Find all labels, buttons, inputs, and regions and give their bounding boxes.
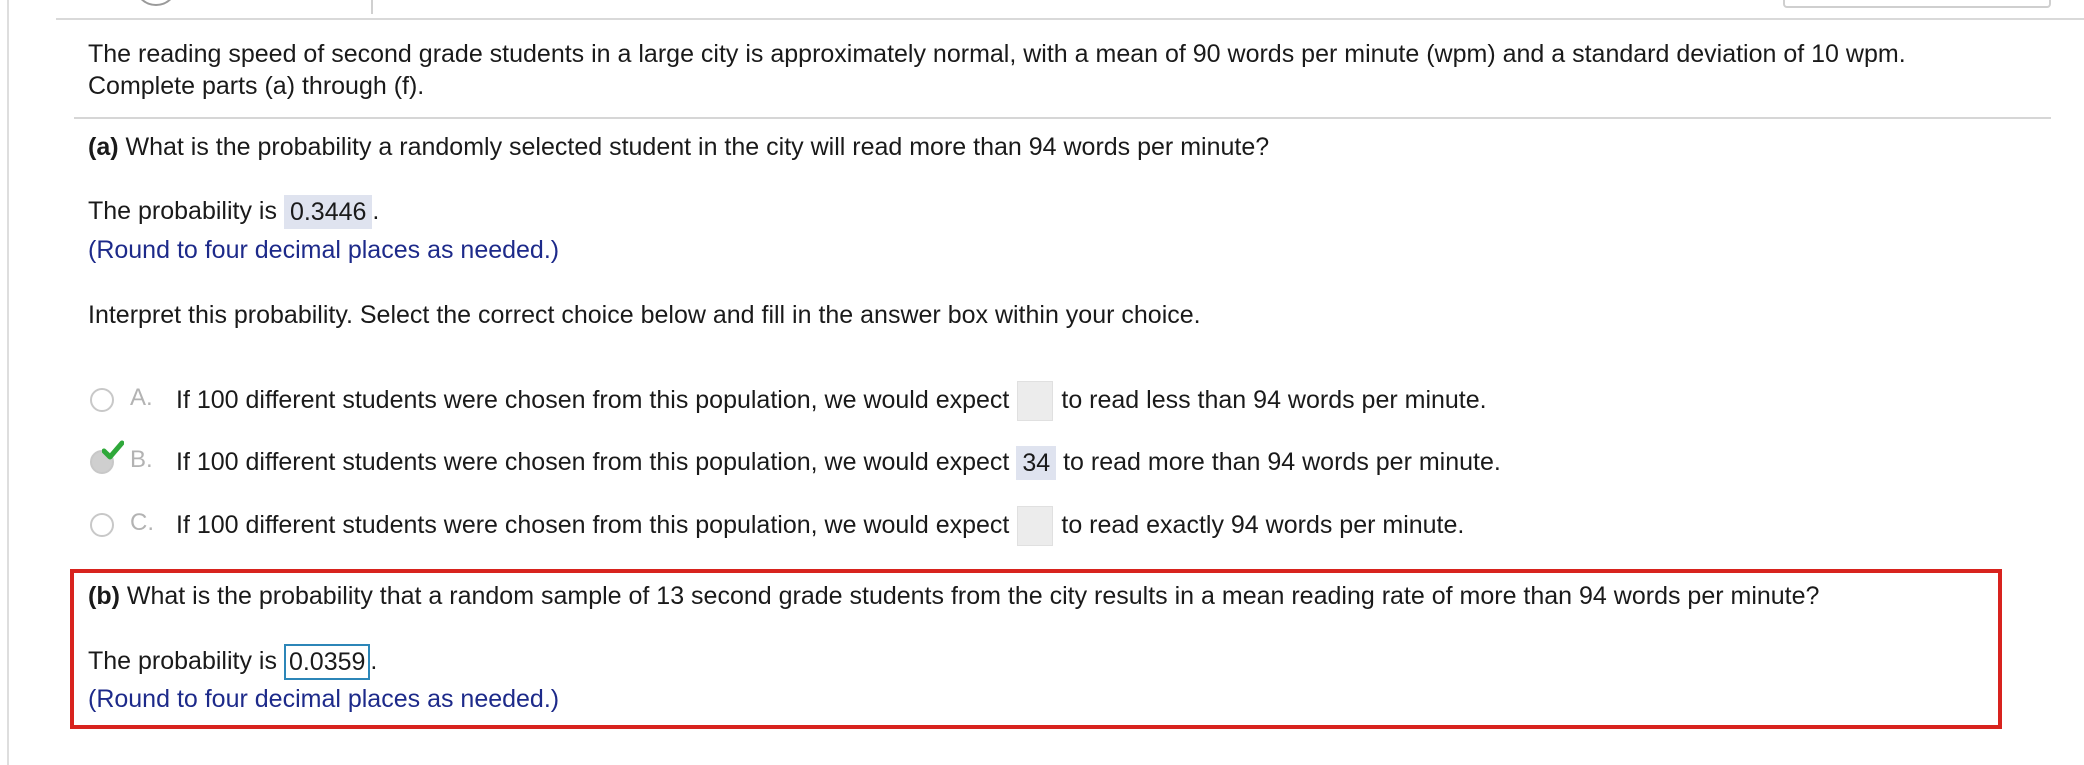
- choice-a-radio[interactable]: [90, 388, 114, 412]
- part-a-answer-suffix: .: [372, 197, 380, 225]
- part-b-question: [88, 580, 1819, 612]
- choice-b-text: [176, 442, 1501, 482]
- part-a-question: [88, 131, 1269, 163]
- choice-b-letter: B.: [130, 446, 153, 473]
- toolbar-divider: [371, 0, 373, 14]
- part-b-answer-suffix: .: [370, 647, 378, 675]
- problem-statement: The reading speed of second grade students in a large city is approximately normal, with a mean of 90 words per minute (wpm) and a standard deviation of 10 wpm.: [88, 40, 1906, 68]
- part-a-question-text: What is the probability a randomly selected student in the city will read more than 94 words per minute?: [118, 133, 1270, 161]
- choice-b[interactable]: [90, 442, 1610, 482]
- top-toolbar-strip: [56, 0, 2084, 20]
- part-b-label: (b): [88, 582, 120, 610]
- part-a-rounding-note: (Round to four decimal places as needed.): [88, 236, 560, 264]
- choice-a-text: [176, 380, 1487, 421]
- help-circle-icon[interactable]: [134, 0, 178, 6]
- choice-b-prefix: If 100 different students were chosen from this population, we would expect: [176, 448, 1010, 476]
- choice-c[interactable]: [90, 505, 1590, 545]
- choice-c-suffix: to read exactly 94 words per minute.: [1061, 511, 1465, 539]
- section-divider: [74, 117, 2051, 119]
- part-b-answer-line: [88, 644, 377, 680]
- part-a-answer-line: [88, 194, 379, 229]
- choice-c-prefix: If 100 different students were chosen from this population, we would expect: [176, 511, 1010, 539]
- choice-a[interactable]: [90, 380, 1590, 420]
- choice-a-letter: A.: [130, 384, 153, 411]
- choice-a-prefix: If 100 different students were chosen from this population, we would expect: [176, 386, 1010, 414]
- choice-c-text: [176, 505, 1464, 546]
- left-border: [7, 0, 9, 765]
- choice-c-letter: C.: [130, 509, 154, 536]
- choice-c-radio[interactable]: [90, 513, 114, 537]
- part-a-answer-prefix: The probability is: [88, 197, 284, 225]
- choice-c-answer-box[interactable]: [1017, 506, 1053, 546]
- choice-b-suffix: to read more than 94 words per minute.: [1063, 448, 1501, 476]
- interpret-prompt: Interpret this probability. Select the correct choice below and fill in the answer box within your choice.: [88, 301, 1201, 329]
- part-b-answer-prefix: The probability is: [88, 647, 284, 675]
- part-a-answer-box[interactable]: 0.3446: [284, 195, 372, 229]
- part-b-question-text: What is the probability that a random sample of 13 second grade students from the city results in a mean reading rate of more than 94 words per minute?: [119, 582, 1820, 610]
- choice-a-suffix: to read less than 94 words per minute.: [1061, 386, 1487, 414]
- choice-b-answer-box[interactable]: 34: [1016, 446, 1056, 480]
- part-a-label: (a): [88, 133, 119, 161]
- part-b-answer-box[interactable]: 0.0359: [284, 644, 370, 680]
- checkmark-icon: [102, 440, 124, 462]
- problem-instructions: Complete parts (a) through (f).: [88, 72, 425, 100]
- toolbar-box[interactable]: [1783, 0, 2051, 8]
- choice-a-answer-box[interactable]: [1017, 381, 1053, 421]
- part-b-rounding-note: (Round to four decimal places as needed.): [88, 685, 560, 713]
